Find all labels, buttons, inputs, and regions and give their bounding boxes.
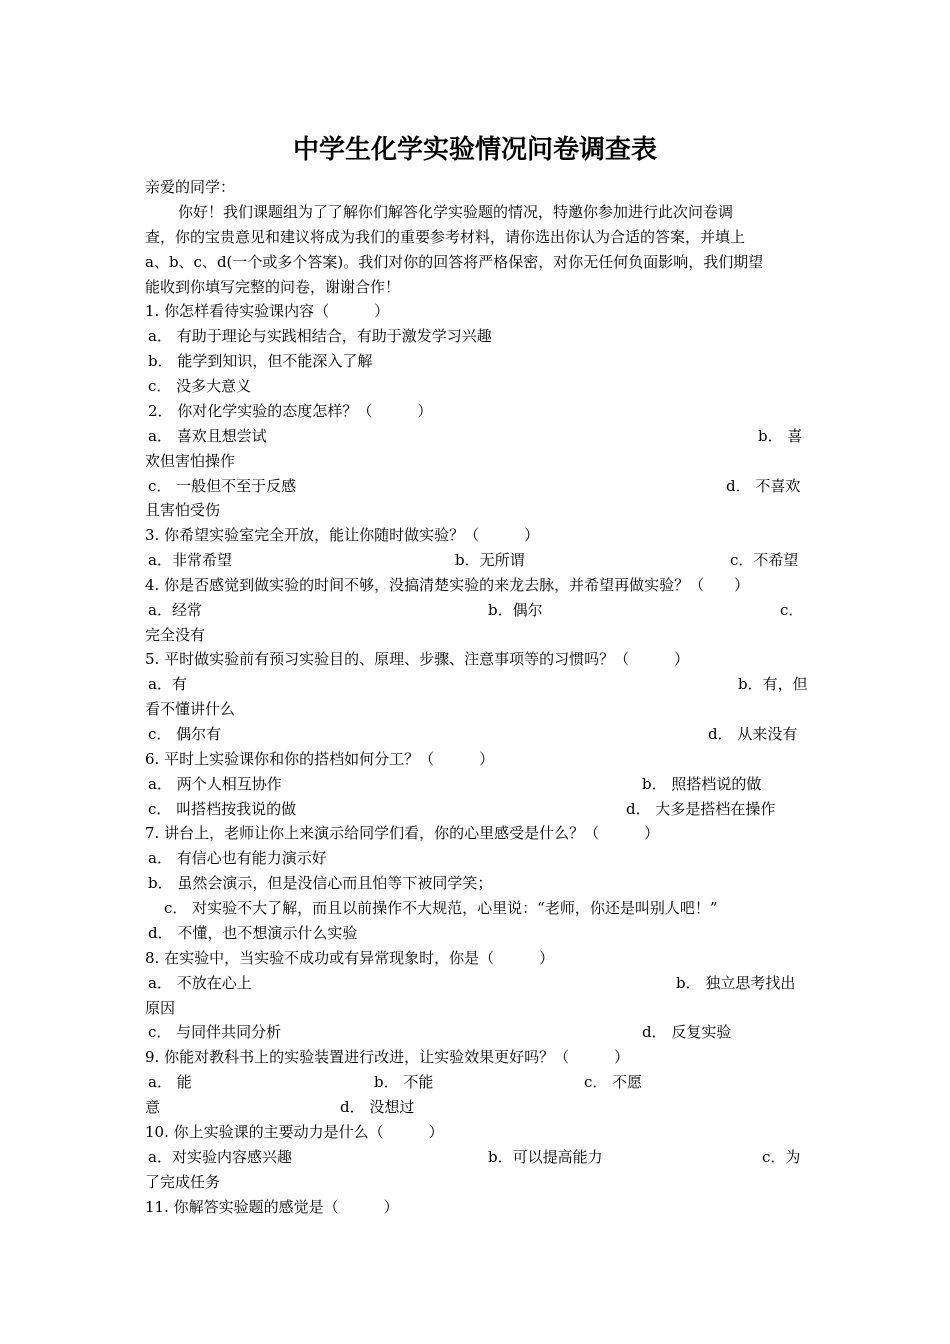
q7-option-c: c． 对实验不大了解，而且以前操作不大规范，心里说：“老师，你还是叫别人吧！” [164, 899, 718, 917]
q5-option-d: d． 从来没有 [708, 725, 798, 743]
document-title: 中学生化学实验情况问卷调查表 [292, 135, 657, 165]
q6-question: 6. 平时上实验课你和你的搭档如何分工？（ ） [145, 750, 495, 768]
q9-option-a: a． 能 [148, 1073, 192, 1091]
q2-option-b-cont: 欢但害怕操作 [145, 452, 236, 470]
q3-question: 3. 你希望实验室完全开放，能让你随时做实验？（ ） [145, 526, 540, 544]
q9-question: 9. 你能对教科书上的实验装置进行改进，让实验效果更好吗？（ ） [145, 1048, 630, 1066]
q7-question: 7. 讲台上，老师让你上来演示给同学们看，你的心里感受是什么？（ ） [145, 824, 660, 842]
q10-option-c: c．为 [762, 1148, 801, 1166]
q7-option-d: d． 不懂，也不想演示什么实验 [148, 924, 358, 942]
q3-option-c: c．不希望 [730, 551, 799, 569]
q1-option-c: c． 没多大意义 [148, 377, 252, 395]
q4-question: 4. 你是否感觉到做实验的时间不够，没搞清楚实验的来龙去脉，并希望再做实验？（ ） [145, 576, 750, 594]
q10-option-c-cont: 了完成任务 [145, 1173, 221, 1191]
q8-option-d: d． 反复实验 [642, 1023, 732, 1041]
intro-line-4: 能收到你填写完整的问卷，谢谢合作！ [145, 278, 401, 296]
q10-option-b: b．可以提高能力 [488, 1148, 603, 1166]
q5-option-b-cont: 看不懂讲什么 [145, 700, 236, 718]
q5-question: 5. 平时做实验前有预习实验目的、原理、步骤、注意事项等的习惯吗？（ ） [145, 650, 690, 668]
q5-option-c: c． 偶尔有 [148, 725, 222, 743]
q8-question: 8. 在实验中，当实验不成功或有异常现象时，你是（ ） [145, 949, 555, 967]
q4-option-c-cont: 完全没有 [145, 626, 206, 644]
q7-option-b: b． 虽然会演示，但是没信心而且怕等下被同学笑； [148, 874, 493, 892]
q8-option-a: a． 不放在心上 [148, 974, 252, 992]
q6-option-c: c． 叫搭档按我说的做 [148, 800, 297, 818]
q2-question: 2． 你对化学实验的态度怎样？（ ） [148, 402, 433, 420]
q6-option-a: a． 两个人相互协作 [148, 775, 282, 793]
q4-option-c: c． [780, 601, 804, 619]
q5-option-a: a．有 [148, 675, 187, 693]
greeting: 亲爱的同学： [145, 178, 236, 196]
q1-option-a: a． 有助于理论与实践相结合，有助于激发学习兴趣 [148, 327, 492, 345]
q5-option-b: b．有，但 [738, 675, 808, 693]
q4-option-b: b．偶尔 [488, 601, 543, 619]
q9-option-c: c． 不愿 [584, 1073, 643, 1091]
q4-option-a: a．经常 [148, 601, 202, 619]
q8-option-b-cont: 原因 [145, 999, 176, 1017]
q2-option-b: b． 喜 [758, 427, 803, 445]
q2-option-d-cont: 且害怕受伤 [145, 501, 221, 519]
q8-option-c: c． 与同伴共同分析 [148, 1023, 282, 1041]
q2-option-c: c． 一般但不至于反感 [148, 477, 297, 495]
q9-option-d: d． 没想过 [340, 1098, 415, 1116]
intro-line-3: a、b、c、d(一个或多个答案)。我们对你的回答将严格保密，对你无任何负面影响，我们期望 [145, 253, 764, 271]
q6-option-d: d． 大多是搭档在操作 [626, 800, 776, 818]
intro-line-2: 查，你的宝贵意见和建议将成为我们的重要参考材料，请你选出你认为合适的答案，并填上 [145, 228, 746, 246]
q10-question: 10. 你上实验课的主要动力是什么（ ） [145, 1123, 444, 1141]
q1-option-b: b． 能学到知识，但不能深入了解 [148, 352, 373, 370]
q7-option-a: a． 有信心也有能力演示好 [148, 849, 327, 867]
q3-option-b: b．无所谓 [455, 551, 525, 569]
q2-option-a: a． 喜欢且想尝试 [148, 427, 267, 445]
q11-question: 11. 你解答实验题的感觉是（ ） [145, 1198, 399, 1216]
q8-option-b: b． 独立思考找出 [676, 974, 796, 992]
q2-option-d: d． 不喜欢 [726, 477, 801, 495]
q3-option-a: a．非常希望 [148, 551, 232, 569]
intro-line-1: 你好！我们课题组为了了解你们解答化学实验题的情况，特邀你参加进行此次问卷调 [178, 203, 734, 221]
q1-question: 1. 你怎样看待实验课内容（ ） [145, 302, 390, 320]
q9-option-c-cont: 意 [145, 1098, 161, 1116]
q9-option-b: b． 不能 [374, 1073, 434, 1091]
q6-option-b: b． 照搭档说的做 [642, 775, 762, 793]
q10-option-a: a．对实验内容感兴趣 [148, 1148, 292, 1166]
